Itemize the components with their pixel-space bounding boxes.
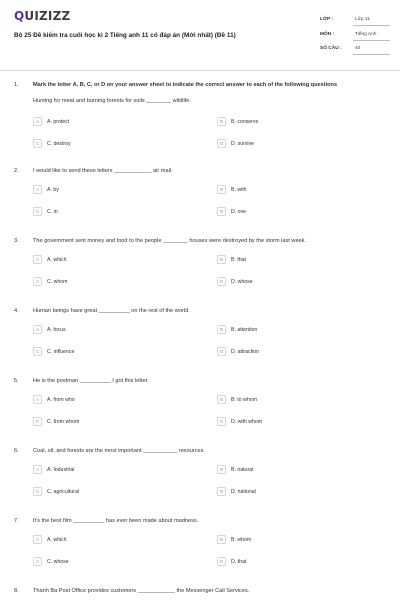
question-instruction: Mark the letter A, B, C, or D on your answer sheet to indicate the correct answer to each of the following questions <box>33 82 338 88</box>
option-letter-box: C <box>33 487 42 496</box>
question-number: 5. <box>14 378 19 384</box>
option-c[interactable] <box>33 417 183 427</box>
option-c[interactable] <box>33 347 183 357</box>
option-d[interactable] <box>217 417 367 427</box>
option-letter-box: D <box>217 557 226 566</box>
meta-question-count-underline <box>353 54 390 55</box>
option-c[interactable] <box>33 207 183 217</box>
logo-rest: UIZIZZ <box>24 9 71 23</box>
option-a[interactable] <box>33 465 183 475</box>
option-letter-box: B <box>217 117 226 126</box>
question-text: Coal, oil, and forests are the most important ___________ resources. <box>33 448 205 454</box>
option-label: C. influence <box>47 348 75 355</box>
option-letter-box: C <box>33 417 42 426</box>
option-label: B. attention <box>231 326 258 333</box>
option-label: B. to whom <box>231 396 257 403</box>
question-text: He is the postman __________ I got this letter. <box>33 378 149 384</box>
meta-question-count <box>320 46 390 58</box>
option-b[interactable] <box>217 185 367 195</box>
option-b[interactable] <box>217 535 367 545</box>
option-d[interactable] <box>217 139 367 149</box>
option-letter-box: A <box>33 117 42 126</box>
option-label: C. whom <box>47 278 68 285</box>
question-number: 1. <box>14 82 19 88</box>
option-letter-box: A <box>33 395 42 404</box>
option-label: B. with <box>231 186 247 193</box>
meta-class <box>320 17 390 29</box>
option-a[interactable] <box>33 185 183 195</box>
question-number: 3. <box>14 238 19 244</box>
question-number: 7. <box>14 518 19 524</box>
option-c[interactable] <box>33 277 183 287</box>
option-letter-box: C <box>33 139 42 148</box>
option-b[interactable] <box>217 255 367 265</box>
option-a[interactable] <box>33 325 183 335</box>
option-letter-box: B <box>217 535 226 544</box>
option-a[interactable] <box>33 117 183 127</box>
question-6 <box>0 445 400 515</box>
option-d[interactable] <box>217 277 367 287</box>
question-number: 2. <box>14 168 19 174</box>
question-text: Thanh Ba Post Office provides customers ____________ the Messenger Call Services. <box>33 588 250 594</box>
option-letter-box: B <box>217 255 226 264</box>
option-label: B. conserve <box>231 118 259 125</box>
question-7 <box>0 515 400 585</box>
option-letter-box: C <box>33 207 42 216</box>
option-label: C. destroy <box>47 140 71 147</box>
question-3 <box>0 235 400 305</box>
option-letter-box: C <box>33 347 42 356</box>
option-d[interactable] <box>217 487 367 497</box>
meta-subject <box>320 32 390 44</box>
option-c[interactable] <box>33 487 183 497</box>
option-label: C. in <box>47 208 58 215</box>
header-divider <box>0 70 400 71</box>
option-b[interactable] <box>217 465 367 475</box>
option-d[interactable] <box>217 207 367 217</box>
option-letter-box: B <box>217 325 226 334</box>
option-label: D. that <box>231 558 247 565</box>
option-d[interactable] <box>217 347 367 357</box>
option-label: A. focus <box>47 326 66 333</box>
option-letter-box: D <box>217 207 226 216</box>
option-letter-box: A <box>33 535 42 544</box>
option-label: D. survive <box>231 140 255 147</box>
option-letter-box: D <box>217 139 226 148</box>
question-4 <box>0 305 400 375</box>
option-label: B. that <box>231 256 246 263</box>
option-letter-box: C <box>33 277 42 286</box>
option-label: B. natural <box>231 466 254 473</box>
quizizz-logo <box>14 9 70 23</box>
question-5 <box>0 375 400 445</box>
option-c[interactable] <box>33 139 183 149</box>
option-label: A. protect <box>47 118 70 125</box>
option-label: C. agricultural <box>47 488 80 495</box>
question-text: I would like to send these letters ____________ air mail. <box>33 168 173 174</box>
worksheet-header <box>0 0 400 66</box>
option-a[interactable] <box>33 395 183 405</box>
option-label: C. whose <box>47 558 69 565</box>
option-label: D. attraction <box>231 348 259 355</box>
question-number: 4. <box>14 308 19 314</box>
document-title: Bộ 25 Đề kiểm tra cuối học kì 2 Tiếng anh 11 có đáp án (Mới nhất) (Đề 11) <box>14 32 236 39</box>
meta-subject-label: MÔN : <box>320 32 335 37</box>
option-letter-box: A <box>33 465 42 474</box>
option-letter-box: D <box>217 347 226 356</box>
option-letter-box: D <box>217 417 226 426</box>
meta-question-count-value: 40 <box>355 46 361 51</box>
option-label: A. Industrial <box>47 466 75 473</box>
question-text: It's the best film __________ has ever been made about madness. <box>33 518 199 524</box>
question-number: 8. <box>14 588 19 594</box>
logo-q-letter: Q <box>14 9 25 23</box>
question-8 <box>0 585 400 599</box>
option-letter-box: D <box>217 277 226 286</box>
option-letter-box: B <box>217 465 226 474</box>
option-a[interactable] <box>33 535 183 545</box>
option-c[interactable] <box>33 557 183 567</box>
option-letter-box: C <box>33 557 42 566</box>
option-label: D. ove <box>231 208 246 215</box>
meta-subject-value: Tiếng Anh <box>355 32 377 37</box>
option-d[interactable] <box>217 557 367 567</box>
option-letter-box: A <box>33 185 42 194</box>
option-b[interactable] <box>217 325 367 335</box>
option-a[interactable] <box>33 255 183 265</box>
option-label: D. whose <box>231 278 253 285</box>
option-label: A. which <box>47 536 67 543</box>
option-b[interactable] <box>217 395 367 405</box>
option-label: C. from whom <box>47 418 80 425</box>
meta-class-label: LỚP : <box>320 17 334 22</box>
question-text: Human beings have great __________ on the rest of the world. <box>33 308 190 314</box>
option-letter-box: A <box>33 255 42 264</box>
question-number: 6. <box>14 448 19 454</box>
option-label: D. with whom <box>231 418 263 425</box>
option-letter-box: D <box>217 487 226 496</box>
option-label: B. whom <box>231 536 252 543</box>
question-2 <box>0 165 400 235</box>
question-text: The government sent money and food to the people ________ houses were destroyed by the storm last week. <box>33 238 307 244</box>
option-letter-box: B <box>217 395 226 404</box>
meta-question-count-label: SỐ CÂU : <box>320 46 342 51</box>
option-label: A. from who <box>47 396 75 403</box>
option-letter-box: A <box>33 325 42 334</box>
question-1 <box>0 79 400 149</box>
question-text: Hunting for meat and burning forests for soils ________ wildlife. <box>33 98 191 104</box>
option-label: D. national <box>231 488 256 495</box>
option-label: A. which <box>47 256 67 263</box>
meta-class-underline <box>353 25 390 26</box>
option-letter-box: B <box>217 185 226 194</box>
option-b[interactable] <box>217 117 367 127</box>
meta-subject-underline <box>353 40 390 41</box>
option-label: A. by <box>47 186 59 193</box>
meta-class-value: Lớp 11 <box>355 17 370 22</box>
